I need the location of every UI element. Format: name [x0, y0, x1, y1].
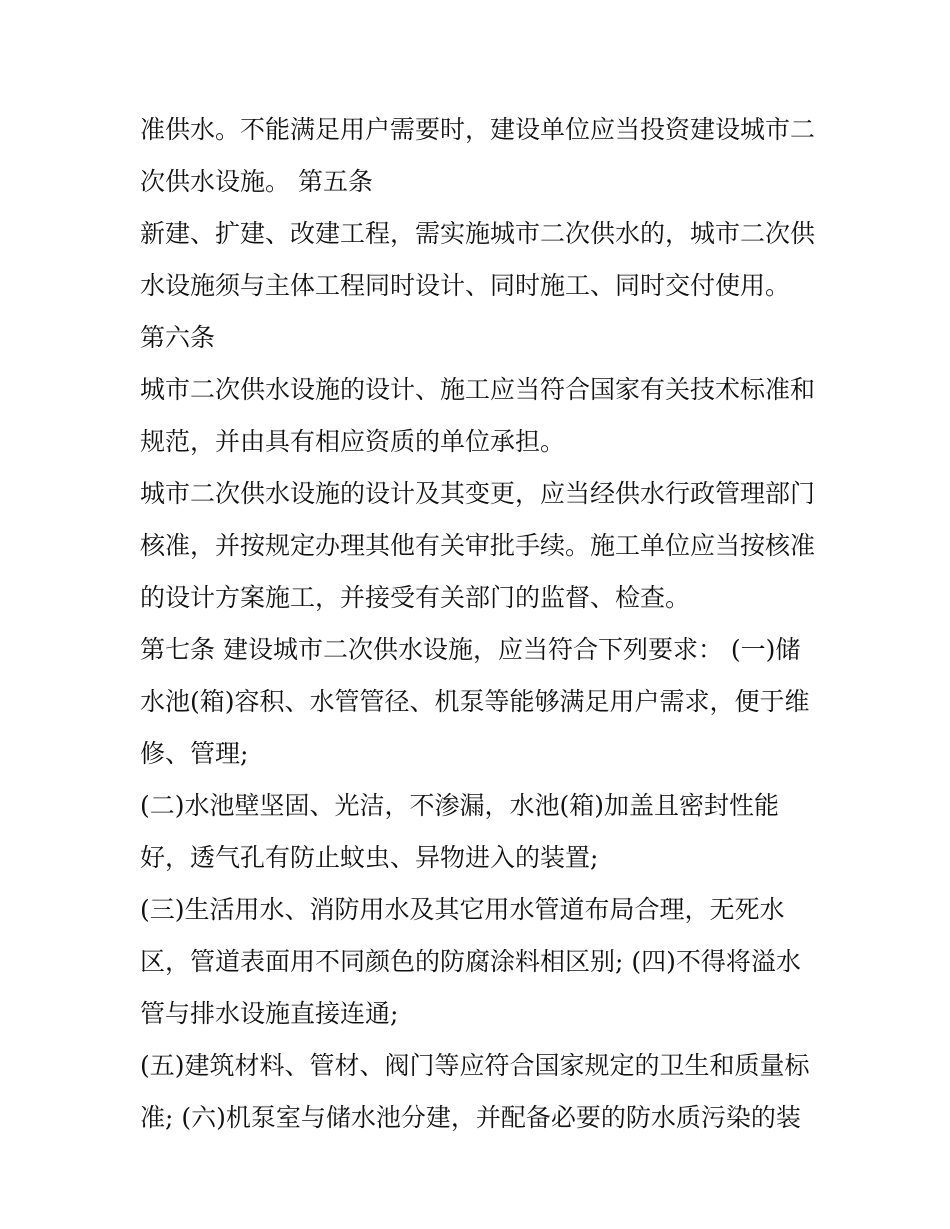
text-line: (二)水池壁坚固、光洁，不渗漏，水池(箱)加盖且密封性能 — [140, 791, 780, 820]
text-line: 好，透气孔有防止蚊虫、异物进入的装置; — [140, 843, 599, 872]
text-line: 第六条 — [140, 323, 216, 352]
text-line: 水设施须与主体工程同时设计、同时施工、同时交付使用。 — [140, 271, 791, 300]
text-line: 核准，并按规定办理其他有关审批手续。施工单位应当按核准 — [140, 531, 816, 560]
text-line: 管与排水设施直接连通; — [140, 999, 399, 1028]
document-body — [140, 104, 820, 1144]
text-line: 规范，并由具有相应资质的单位承担。 — [140, 427, 566, 456]
text-line: 新建、扩建、改建工程，需实施城市二次供水的，城市二次供 — [140, 219, 816, 248]
text-line: 修、管理; — [140, 739, 249, 768]
text-line: (三)生活用水、消防用水及其它用水管道布局合理，无死水 — [140, 895, 785, 924]
text-line: 第七条 建设城市二次供水设施，应当符合下列要求： (一)储 — [140, 635, 801, 664]
text-line: 次供水设施。 第五条 — [140, 167, 373, 196]
text-line: 区，管道表面用不同颜色的防腐涂料相区别; (四)不得将溢水 — [140, 947, 801, 976]
text-line: 城市二次供水设施的设计及其变更，应当经供水行政管理部门 — [140, 479, 816, 508]
text-line: 的设计方案施工，并接受有关部门的监督、检查。 — [140, 583, 691, 612]
text-line: 水池(箱)容积、水管管径、机泵等能够满足用户需求，便于维 — [140, 687, 810, 716]
text-line: 城市二次供水设施的设计、施工应当符合国家有关技术标准和 — [140, 375, 816, 404]
text-line: 准供水。不能满足用户需要时，建设单位应当投资建设城市二 — [140, 115, 816, 144]
text-line: 准; (六)机泵室与储水池分建，并配备必要的防水质污染的装 — [140, 1103, 801, 1132]
text-line: (五)建筑材料、管材、阀门等应符合国家规定的卫生和质量标 — [140, 1051, 810, 1080]
